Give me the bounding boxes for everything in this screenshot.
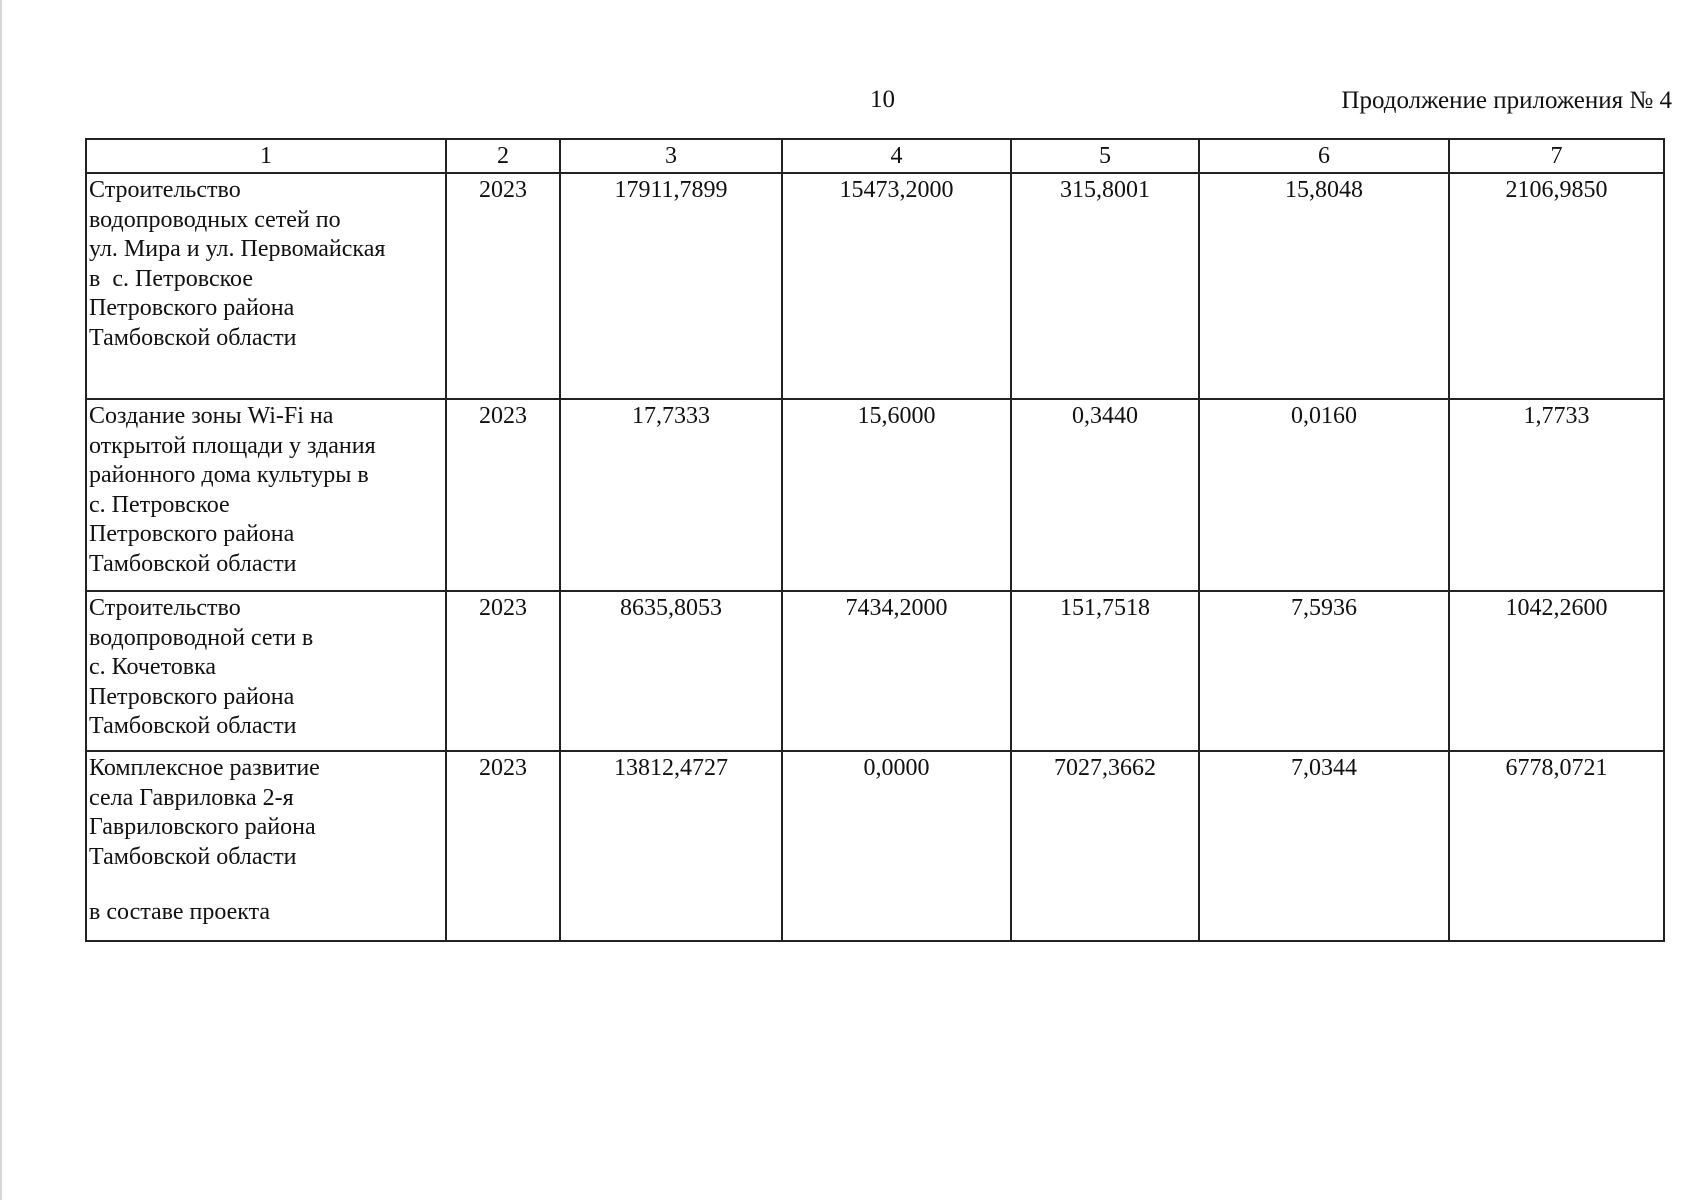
project-name-line: с. Петровское (89, 491, 230, 518)
column-header: 1 (86, 139, 446, 173)
continuation-label: Продолжение приложения № 4 (1341, 87, 1672, 114)
page-number: 10 (870, 86, 895, 113)
column-header: 7 (1449, 139, 1664, 173)
value-cell-col7: 1,7733 (1449, 399, 1664, 591)
value-cell-col5: 315,8001 (1011, 173, 1199, 399)
spacer (89, 872, 445, 898)
project-name-line: Комплексное развитие (89, 755, 320, 781)
column-header: 3 (560, 139, 782, 173)
project-name-line: Петровского района (89, 295, 295, 321)
year-cell: 2023 (446, 751, 560, 941)
project-name-line: с. Кочетовка (89, 654, 217, 680)
year-cell: 2023 (446, 173, 560, 399)
value-cell-col3: 13812,4727 (560, 751, 782, 941)
project-name-line: водопроводной сети в (89, 624, 314, 651)
value-cell-col5: 0,3440 (1011, 399, 1199, 591)
project-name-cell (86, 751, 446, 941)
value-cell-col6: 15,8048 (1199, 173, 1449, 399)
value-cell-col6: 7,0344 (1199, 751, 1449, 941)
value-cell-col5: 7027,3662 (1011, 751, 1199, 941)
project-name-line: Тамбовской области (89, 550, 297, 577)
project-name-line: в с. Петровское (89, 265, 253, 292)
column-header: 4 (782, 139, 1011, 173)
value-cell-col4: 7434,2000 (782, 591, 1011, 751)
year-cell: 2023 (446, 399, 560, 591)
project-name-line: открытой площади у здания (89, 432, 376, 459)
column-header: 5 (1011, 139, 1199, 173)
value-cell-col3: 8635,8053 (560, 591, 782, 751)
appendix-table (85, 138, 1665, 942)
project-name-line: Строительство (89, 177, 241, 203)
value-cell-col6: 0,0160 (1199, 399, 1449, 591)
project-name-line: Гавриловского района (89, 814, 316, 840)
project-name-line: Создание зоны Wi-Fi на (89, 403, 334, 429)
value-cell-col7: 6778,0721 (1449, 751, 1664, 941)
project-name-line: Петровского района (89, 683, 295, 710)
project-name-line: ул. Мира и ул. Первомайская (89, 236, 386, 262)
table-row (86, 751, 1664, 941)
value-cell-col3: 17,7333 (560, 399, 782, 591)
project-name-cell (86, 399, 446, 591)
value-cell-col4: 15473,2000 (782, 173, 1011, 399)
year-cell: 2023 (446, 591, 560, 751)
project-name-line: Тамбовской области (89, 843, 297, 870)
value-cell-col3: 17911,7899 (560, 173, 782, 399)
project-name-line: села Гавриловка 2-я (89, 784, 294, 811)
value-cell-col7: 1042,2600 (1449, 591, 1664, 751)
project-name-cell (86, 591, 446, 751)
table-row (86, 399, 1664, 591)
table-row (86, 591, 1664, 751)
value-cell-col6: 7,5936 (1199, 591, 1449, 751)
value-cell-col4: 0,0000 (782, 751, 1011, 941)
project-name-cell (86, 173, 446, 399)
project-name-line: Тамбовской области (89, 324, 297, 351)
value-cell-col4: 15,6000 (782, 399, 1011, 591)
column-number-row (86, 139, 1664, 173)
project-name-line: Петровского района (89, 521, 295, 547)
project-name-line: районного дома культуры в (89, 462, 369, 488)
value-cell-col7: 2106,9850 (1449, 173, 1664, 399)
scan-edge (0, 0, 2, 1200)
column-header: 6 (1199, 139, 1449, 173)
value-cell-col5: 151,7518 (1011, 591, 1199, 751)
table-row (86, 173, 1664, 399)
project-name-line: Тамбовской области (89, 713, 297, 739)
column-header: 2 (446, 139, 560, 173)
project-name-note: в составе проекта (89, 899, 271, 925)
project-name-line: водопроводных сетей по (89, 206, 341, 233)
project-name-line: Строительство (89, 595, 241, 621)
